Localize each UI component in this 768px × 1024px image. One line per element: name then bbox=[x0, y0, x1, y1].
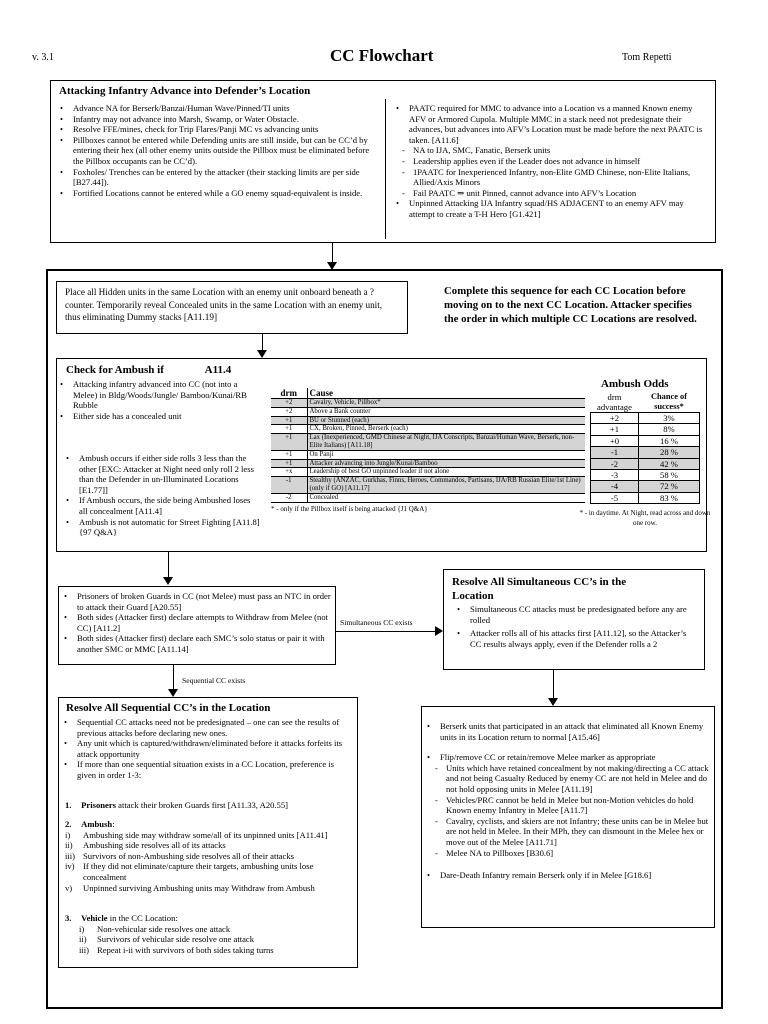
odds-drm: -1 bbox=[591, 447, 639, 458]
arrow-line bbox=[168, 552, 169, 578]
step-item-text: If they did not eliminate/capture their targets, ambushing units lose concealment bbox=[83, 861, 314, 882]
ambush-conditions bbox=[57, 379, 262, 421]
simultaneous-item2-text: Attacker rolls all of his attacks first [A11.12], so the Attacker’s CC results always apply, even if the Defender rolls a 2 bbox=[470, 628, 687, 649]
ambush-title-text: Check for Ambush if bbox=[66, 364, 164, 376]
step-item bbox=[65, 861, 355, 882]
odds-drm: -4 bbox=[591, 481, 639, 492]
ambush-title bbox=[66, 364, 231, 376]
simultaneous-box bbox=[443, 569, 705, 670]
table-header bbox=[591, 392, 700, 413]
odds-col-drm: drm advantage bbox=[597, 392, 632, 412]
drm-row bbox=[271, 493, 585, 502]
list-item: - NA to IJA, SMC, Fanatic, Berserk units bbox=[399, 145, 711, 156]
page-title: CC Flowchart bbox=[330, 46, 434, 65]
list-item: • Berserk units that participated in an attack that eliminated all Known Enemy units in its Location return to normal [A15.46] bbox=[424, 721, 712, 742]
step-title: Vehicle bbox=[81, 913, 108, 923]
step-item-number: iv) bbox=[65, 861, 75, 872]
arrow-line bbox=[332, 243, 333, 263]
author-label: Tom Repetti bbox=[622, 52, 672, 63]
list-item: • Advance NA for Berserk/Banzai/Human Wave/Pinned/TI units bbox=[57, 103, 377, 114]
sequential-list bbox=[61, 717, 355, 781]
odds-table bbox=[590, 392, 700, 504]
step-item-text: Ambushing side resolves all of its attacks bbox=[83, 840, 226, 851]
step-text: in the CC Location: bbox=[109, 913, 178, 923]
hidden-units-text: Place all Hidden units in the same Location with an enemy unit onboard beneath a ? counter. Temporarily reveal Concealed units in the same Location with an enemy unit, thus eliminating Dummy stacks [A11.19] bbox=[65, 287, 383, 323]
odds-row bbox=[591, 435, 700, 446]
drm-value: +x bbox=[271, 468, 307, 477]
final-sublist bbox=[432, 763, 712, 858]
advance-right-list bbox=[393, 103, 711, 220]
drm-row bbox=[271, 399, 585, 408]
list-item bbox=[424, 752, 712, 858]
step-item-text: Unpinned surviving Ambushing units may Withdraw from Ambush bbox=[83, 882, 315, 893]
step-item-number: iii) bbox=[65, 850, 76, 861]
drm-value: -2 bbox=[271, 493, 307, 502]
list-item: • Unpinned Attacking IJA Infantry squad/HS ADJACENT to an enemy AFV may attempt to create a T-H Hero [G1.421] bbox=[393, 198, 711, 219]
step-title: Ambush bbox=[81, 819, 113, 829]
step-text: attack their broken Guards first [A11.33, A20.55] bbox=[118, 800, 289, 810]
odds-note: * - in daytime. At Night, read across and down one row. bbox=[579, 509, 711, 527]
odds-row bbox=[591, 413, 700, 424]
drm-value: +2 bbox=[271, 407, 307, 416]
odds-pct: 58 % bbox=[638, 470, 699, 481]
list-item: - Melee NA to Pillboxes [B30.6] bbox=[432, 848, 712, 859]
odds-drm: +1 bbox=[591, 424, 639, 435]
list-item: • Foxholes/ Trenches can be entered by the attacker (their stacking limits are per side [B27.44]). bbox=[57, 167, 377, 188]
arrow-line bbox=[173, 665, 174, 690]
odds-pct: 83 % bbox=[638, 492, 699, 503]
advance-box bbox=[50, 80, 716, 243]
step-item-text: Repeat i-ii with survivors of both sides taking turns bbox=[97, 944, 274, 955]
odds-pct: 72 % bbox=[638, 481, 699, 492]
odds-row bbox=[591, 470, 700, 481]
table-header bbox=[271, 388, 585, 399]
list-item: • Infantry may not advance into Marsh, Swamp, or Water Obstacle. bbox=[57, 114, 377, 125]
odds-drm: +0 bbox=[591, 435, 639, 446]
step-vehicle bbox=[65, 913, 355, 955]
sequential-title: Resolve All Sequential CC’s in the Location bbox=[66, 702, 271, 714]
step-item bbox=[79, 924, 355, 935]
final-item2-text: Flip/remove CC or retain/remove Melee marker as appropriate bbox=[440, 752, 656, 763]
odds-pct: 8% bbox=[638, 424, 699, 435]
step-vehicle-list bbox=[65, 924, 355, 956]
step-item-number: iii) bbox=[79, 944, 90, 955]
ambush-box bbox=[56, 358, 711, 552]
drm-value: +1 bbox=[271, 434, 307, 451]
odds-drm: -2 bbox=[591, 458, 639, 469]
step-number: 3. bbox=[65, 913, 72, 923]
drm-row bbox=[271, 407, 585, 416]
simultaneous-list bbox=[454, 604, 698, 649]
drm-row bbox=[271, 416, 585, 425]
step-item-number: i) bbox=[65, 829, 71, 840]
arrow-line bbox=[553, 670, 554, 700]
list-item: - Units which have retained concealment by not making/directing a CC attack and not being Casualty Reduced by enemy CC are not held in Melee and do not hold opposing units in Melee [A11.19] bbox=[432, 763, 712, 795]
list-item: • Simultaneous CC attacks must be predesignated before any are rolled bbox=[454, 604, 698, 625]
ambush-notes bbox=[63, 453, 261, 538]
step-item bbox=[79, 934, 355, 945]
hidden-units-box bbox=[56, 281, 408, 334]
step-item-number: ii) bbox=[65, 840, 73, 851]
drm-value: +1 bbox=[271, 450, 307, 459]
step-item-text: Survivors of vehicular side resolve one attack bbox=[97, 934, 255, 945]
drm-cause: Stealthy (ANZAC, Gurkhas, Finns, Heroes, Commandos, Partisans, IJA/RB Russian Elite/1st Line) (only if GO) [A11.17] bbox=[307, 477, 585, 494]
simultaneous-label: Simultaneous CC exists bbox=[340, 618, 413, 627]
ambush-ref: A11.4 bbox=[204, 364, 232, 376]
final-box bbox=[421, 706, 715, 928]
list-item: • Ambush is not automatic for Street Fighting [A11.8] {97 Q&A} bbox=[63, 517, 261, 538]
drm-row bbox=[271, 468, 585, 477]
drm-row bbox=[271, 459, 585, 468]
list-item: • Fortified Locations cannot be entered while a GO enemy squad-equivalent is inside. bbox=[57, 188, 377, 199]
arrow-head bbox=[435, 626, 443, 636]
list-item: • Attacking infantry advanced into CC (not into a Melee) in Bldg/Woods/Jungle/ Bamboo/Kunai/RB Rubble bbox=[57, 379, 262, 411]
odds-table-wrap bbox=[579, 392, 711, 528]
drm-value: +1 bbox=[271, 459, 307, 468]
list-item: • Ambush occurs if either side rolls 3 less than the other [EXC: Attacker at Night need only roll 2 less than the Defender in un-Illuminated Locations [E1.77]] bbox=[63, 453, 261, 495]
drm-cause: Attacker advancing into Jungle/Kunai/Bamboo bbox=[307, 459, 585, 468]
odds-drm: -5 bbox=[591, 492, 639, 503]
odds-title: Ambush Odds bbox=[601, 378, 669, 390]
step-prisoners bbox=[65, 800, 355, 811]
list-item bbox=[454, 628, 698, 649]
drm-value: +1 bbox=[271, 425, 307, 434]
drm-row bbox=[271, 425, 585, 434]
drm-cause: BU or Stunned (each) bbox=[307, 416, 585, 425]
arrow-head bbox=[548, 698, 558, 706]
odds-row bbox=[591, 481, 700, 492]
drm-cause: Concealed bbox=[307, 493, 585, 502]
step-item-text: Non-vehicular side resolves one attack bbox=[97, 923, 231, 934]
list-item: • If Ambush occurs, the side being Ambushed loses all concealment [A11.4] bbox=[63, 495, 261, 516]
drm-cause: Cavalry, Vehicle, Pillbox* bbox=[307, 399, 585, 408]
drm-value: +1 bbox=[271, 416, 307, 425]
cause-header: Cause bbox=[307, 388, 585, 399]
list-item: • Prisoners of broken Guards in CC (not Melee) must pass an NTC in order to attack their Guard [A20.55] bbox=[61, 591, 333, 612]
odds-row bbox=[591, 424, 700, 435]
odds-drm: -3 bbox=[591, 470, 639, 481]
step-item bbox=[65, 851, 355, 862]
step-item bbox=[65, 840, 355, 851]
drm-row bbox=[271, 477, 585, 494]
step-item-text: Survivors of non-Ambushing side resolves all of their attacks bbox=[83, 850, 294, 861]
drm-cause: On Panji bbox=[307, 450, 585, 459]
list-item: • Both sides (Attacker first) declare attempts to Withdraw from Melee (not CC) [A11.2] bbox=[61, 612, 333, 633]
odds-row bbox=[591, 447, 700, 458]
prisoners-box bbox=[58, 586, 336, 665]
drm-header: drm bbox=[271, 388, 307, 399]
odds-pct: 3% bbox=[638, 413, 699, 424]
drm-value: -1 bbox=[271, 477, 307, 494]
step-ambush-list bbox=[65, 830, 355, 894]
sequential-box bbox=[58, 697, 358, 968]
drm-row bbox=[271, 434, 585, 451]
advance-left-list bbox=[57, 103, 377, 198]
step-ambush: 2. Ambush: i) Ambushing side may withdraw some/all of its unpinned units [A11.41] ii) Ambushing side resolves all of its attacks iii) Survivors of non-Ambushing side resolves all of their attacks iv) If they did not eliminate/capture their targets, ambushing units lose concealment v) Unpinned surviving Ambushing units may Withdraw from Ambush bbox=[65, 819, 355, 893]
step-item-number: i) bbox=[79, 923, 85, 934]
list-item: - Fail PAATC ⇒ unit Pinned, cannot advance into AFV’s Location bbox=[399, 188, 711, 199]
list-item: • Either side has a concealed unit bbox=[57, 411, 262, 422]
drm-cause: Lax (Inexperienced, GMD Chinese at Night, IJA Conscripts, Banzai/Human Wave, Berserk, non-Elite Italians) [A11.18] bbox=[307, 434, 585, 451]
odds-col-pct: Chance of success* bbox=[650, 392, 687, 411]
step-item bbox=[79, 945, 355, 956]
drm-cause: CX, Broken, Pinned, Berserk (each) bbox=[307, 425, 585, 434]
advance-title: Attacking Infantry Advance into Defender’s Location bbox=[59, 85, 311, 97]
list-item: • Sequential CC attacks need not be predesignated – one can see the results of previous attacks before declaring new ones. bbox=[61, 717, 355, 738]
list-item: • Any unit which is captured/withdrawn/eliminated before it attacks forfeits its attack opportunity bbox=[61, 738, 355, 759]
odds-row bbox=[591, 458, 700, 469]
arrow-head bbox=[168, 689, 178, 697]
drm-value: +2 bbox=[271, 399, 307, 408]
drm-footnote: * - only if the Pillbox itself is being attacked {J1 Q&A} bbox=[271, 504, 428, 513]
step-item-text: Ambushing side may withdraw some/all of its unpinned units [A11.41] bbox=[83, 829, 328, 840]
odds-pct: 28 % bbox=[638, 447, 699, 458]
list-item: • Resolve FFE/mines, check for Trip Flares/Panji MC vs advancing units bbox=[57, 124, 377, 135]
list-item: • If more than one sequential situation exists in a CC Location, preference is given in order 1-3: bbox=[61, 759, 355, 780]
drm-table-wrap bbox=[271, 388, 585, 514]
list-item: • PAATC required for MMC to advance into a Location vs a manned Known enemy AFV or Armored Cupola. Multiple MMC in a stack need not predesignate their advances, but advances into AFV’s Location must be made before the next PAATC is taken. [A11.6] bbox=[393, 103, 711, 145]
list-item: - Vehicles/PRC cannot be held in Melee but non-Motion vehicles do hold Known enemy Infantry in Melee [A11.7] bbox=[432, 795, 712, 816]
drm-cause: Leadership of best GO unpinned leader if not alone bbox=[307, 468, 585, 477]
arrow-head bbox=[163, 577, 173, 585]
arrow-line bbox=[336, 631, 436, 632]
step-item-number: v) bbox=[65, 882, 73, 893]
odds-pct: 42 % bbox=[638, 458, 699, 469]
drm-table bbox=[271, 388, 585, 503]
odds-pct: 16 % bbox=[638, 435, 699, 446]
step-number: 1. bbox=[65, 800, 72, 810]
prisoners-list bbox=[61, 591, 333, 655]
step-item-number: ii) bbox=[79, 934, 87, 945]
list-item: • Both sides (Attacker first) declare each SMC’s solo status or pair it with another SMC or MMC [A11.14] bbox=[61, 633, 333, 654]
drm-row bbox=[271, 450, 585, 459]
simultaneous-title: Resolve All Simultaneous CC’s in the Location bbox=[452, 576, 627, 602]
list-item: - 1PAATC for Inexperienced Infantry, non-Elite GMD Chinese, non-Elite Italians, Allied/Axis Minors bbox=[399, 167, 711, 188]
sequential-label: Sequential CC exists bbox=[182, 676, 246, 685]
drm-cause: Above a Bank counter bbox=[307, 407, 585, 416]
advance-divider bbox=[385, 99, 386, 239]
step-item bbox=[65, 883, 355, 894]
sequence-note: Complete this sequence for each CC Location before moving on to the next CC Location. Attacker specifies the order in which multiple CC Locations are resolved. bbox=[444, 285, 697, 326]
list-item: - Leadership applies even if the Leader does not advance in himself bbox=[399, 156, 711, 167]
arrow-line bbox=[262, 334, 263, 351]
step-title: Prisoners bbox=[81, 800, 117, 810]
version-label: v. 3.1 bbox=[32, 52, 54, 63]
list-item: • Dare-Death Infantry remain Berserk only if in Melee [G18.6] bbox=[424, 870, 712, 881]
list-item: - Cavalry, cyclists, and skiers are not Infantry; these units can be in Melee but are not held in Melee. In their MPh, they can dismount in the Melee hex or move out of the Melee [A11.71] bbox=[432, 816, 712, 848]
list-item: • Pillboxes cannot be entered while Defending units are still inside, but can be CC’d by entering their hex (all other enemy units outside the Pillbox must be eliminated before the Pillbox occupants can be CC’d). bbox=[57, 135, 377, 167]
final-list bbox=[424, 721, 712, 881]
step-item bbox=[65, 830, 355, 841]
odds-drm: +2 bbox=[591, 413, 639, 424]
step-number: 2. bbox=[65, 819, 72, 829]
arrow-head bbox=[257, 350, 267, 358]
odds-row bbox=[591, 492, 700, 503]
